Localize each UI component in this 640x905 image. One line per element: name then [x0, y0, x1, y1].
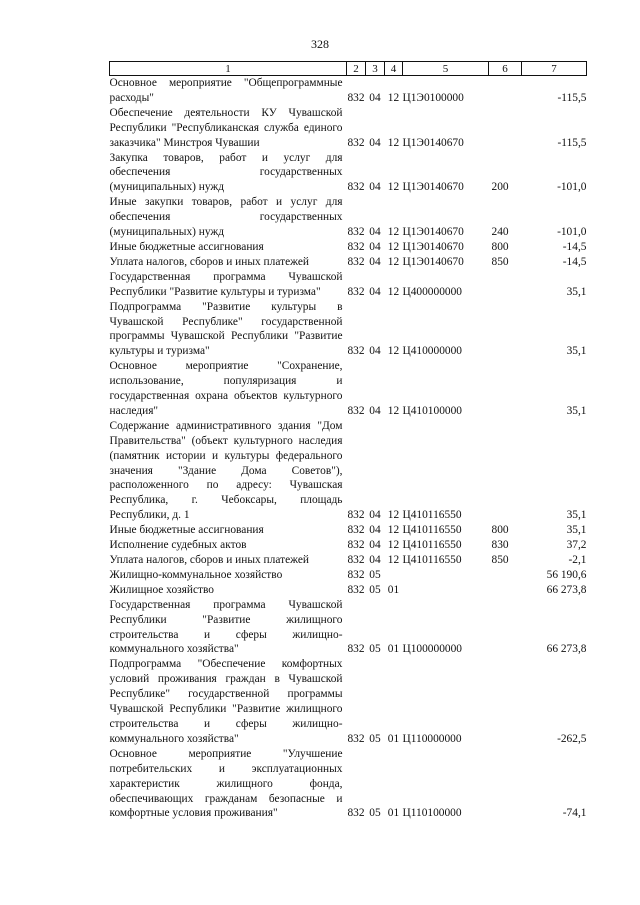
- row-name-cell: Исполнение судебных актов: [109, 539, 247, 552]
- rz-cell: 05: [369, 643, 381, 656]
- gr-cell: 832: [347, 539, 365, 552]
- row-name-cell: Жилищное хозяйство: [109, 583, 215, 596]
- rz-cell: 04: [369, 255, 381, 268]
- vr-cell: 850: [491, 255, 509, 268]
- pr-cell: 12: [387, 404, 400, 417]
- pr-cell: 12: [387, 345, 400, 358]
- vr-cell: [489, 657, 522, 746]
- rz-cell: 04: [369, 524, 381, 537]
- amount-cell: -101,0: [557, 181, 587, 194]
- budget-table: [109, 61, 587, 821]
- vr-cell: [489, 270, 522, 300]
- row-name-cell: Уплата налогов, сборов и иных платежей: [109, 554, 309, 566]
- gr-cell: 832: [347, 285, 365, 298]
- header-cell: 3: [366, 62, 385, 76]
- csr-cell: Ц1Э0100000: [402, 91, 464, 104]
- row-name-cell: Государственная программа Чувашской Республики "Развитие жилищного строительства и сферы жилищно-коммунального хозяйства": [109, 598, 343, 656]
- vr-cell: [489, 359, 522, 419]
- row-name-cell: Подпрограмма "Обеспечение комфортных условий проживания граждан в Чувашской Республике" государственной программы Чувашской Республики "Развитие жилищного строительства и сферы жилищно-коммунального хозяйства": [109, 658, 343, 745]
- amount-cell: 35,1: [566, 345, 587, 358]
- csr-cell: Ц410000000: [402, 345, 462, 358]
- table-row: [110, 270, 587, 300]
- pr-cell: 12: [387, 509, 400, 522]
- amount-cell: 37,2: [566, 539, 587, 552]
- rz-cell: 05: [369, 583, 381, 596]
- pr-cell: 12: [387, 539, 400, 552]
- row-name-cell: Обеспечение деятельности КУ Чувашской Республики "Республиканская служба единого заказчика" Минстроя Чувашии: [109, 106, 343, 149]
- rz-cell: 04: [369, 136, 381, 149]
- table-row: [110, 747, 587, 822]
- rz-cell: 04: [369, 181, 381, 194]
- amount-cell: -115,5: [557, 91, 587, 104]
- pr-cell: 12: [387, 285, 400, 298]
- csr-cell: Ц100000000: [402, 643, 462, 656]
- vr-cell: 800: [491, 240, 509, 253]
- rz-cell: 04: [369, 404, 381, 417]
- row-name-cell: Подпрограмма "Развитие культуры в Чувашской Республике" государственной программы Чувашской Республики "Развитие культуры и туризма": [109, 300, 343, 358]
- csr-cell: [403, 568, 489, 583]
- gr-cell: 832: [347, 509, 365, 522]
- rz-cell: 05: [369, 807, 381, 820]
- table-row: [110, 195, 587, 240]
- header-cell: 5: [403, 62, 489, 76]
- amount-cell: -115,5: [557, 136, 587, 149]
- amount-cell: -14,5: [562, 255, 587, 268]
- pr-cell: 12: [387, 240, 400, 253]
- header-cell: 2: [347, 62, 366, 76]
- csr-cell: Ц1Э0140670: [402, 136, 464, 149]
- table-row: [110, 553, 587, 568]
- vr-cell: [489, 598, 522, 658]
- csr-cell: Ц1Э0140670: [402, 240, 464, 253]
- table-row: [110, 300, 587, 360]
- rz-cell: 04: [369, 226, 381, 239]
- vr-cell: 800: [491, 524, 509, 537]
- pr-cell: 12: [387, 554, 400, 566]
- rz-cell: 04: [369, 240, 381, 253]
- csr-cell: Ц400000000: [402, 285, 462, 298]
- table-row: [110, 255, 587, 270]
- header-cell: 6: [489, 62, 522, 76]
- amount-cell: -262,5: [557, 732, 587, 745]
- table-row: [110, 538, 587, 553]
- pr-cell: 01: [387, 807, 400, 820]
- rz-cell: 04: [369, 509, 381, 522]
- gr-cell: 832: [347, 404, 365, 417]
- gr-cell: 832: [347, 807, 365, 820]
- row-name-cell: Основное мероприятие "Улучшение потребительских и эксплуатационных характеристик жилищного фонда, обеспечивающих гражданам безопасные и комфортные условия проживания": [109, 747, 343, 820]
- pr-cell: [385, 568, 403, 583]
- gr-cell: 832: [347, 554, 365, 566]
- row-name-cell: Основное мероприятие "Общепрограммные расходы": [109, 77, 343, 104]
- header-cell: 7: [522, 62, 587, 76]
- row-name-cell: Основное мероприятие "Сохранение, использование, популяризация и государственная охрана объектов культурного наследия": [109, 360, 343, 417]
- table-body: [110, 76, 587, 822]
- table-row: [110, 106, 587, 151]
- pr-cell: 12: [387, 226, 400, 239]
- vr-cell: 830: [491, 539, 509, 552]
- row-name-cell: Иные бюджетные ассигнования: [109, 240, 264, 253]
- pr-cell: 01: [387, 732, 400, 745]
- table-row: [110, 76, 587, 106]
- table-header: [110, 62, 587, 76]
- amount-cell: -101,0: [557, 226, 587, 239]
- rz-cell: 05: [369, 732, 381, 745]
- rz-cell: 04: [369, 91, 381, 104]
- csr-cell: Ц410116550: [402, 509, 462, 522]
- vr-cell: [489, 300, 522, 360]
- amount-cell: 35,1: [566, 285, 587, 298]
- amount-cell: 56 190,6: [546, 568, 587, 581]
- rz-cell: 04: [369, 285, 381, 298]
- vr-cell: 200: [491, 181, 509, 194]
- rz-cell: 04: [369, 345, 381, 358]
- amount-cell: -74,1: [562, 807, 587, 820]
- gr-cell: 832: [347, 345, 365, 358]
- gr-cell: 832: [347, 240, 365, 253]
- vr-cell: [489, 583, 522, 598]
- gr-cell: 832: [347, 524, 365, 537]
- pr-cell: 01: [387, 583, 400, 596]
- pr-cell: 12: [387, 255, 400, 268]
- row-name-cell: Закупка товаров, работ и услуг для обеспечения государственных (муниципальных) нужд: [109, 151, 343, 194]
- row-name-cell: Содержание административного здания "Дом Правительства" (объект культурного наследия (памятник истории и культуры федерального значения "Здание Дома Советов"), расположенного по адресу: Чувашская Республика, г. Чебоксары, площадь Республики, д. 1: [109, 419, 343, 522]
- amount-cell: 35,1: [566, 509, 587, 522]
- gr-cell: 832: [347, 583, 365, 596]
- row-name-cell: Уплата налогов, сборов и иных платежей: [109, 255, 309, 268]
- csr-cell: [403, 583, 489, 598]
- pr-cell: 12: [387, 524, 400, 537]
- pr-cell: 01: [387, 643, 400, 656]
- header-row: [110, 62, 587, 76]
- page-number: 328: [311, 37, 329, 51]
- pr-cell: 12: [387, 91, 400, 104]
- table-row: [110, 240, 587, 255]
- row-name-cell: Иные бюджетные ассигнования: [109, 524, 264, 537]
- table-row: [110, 523, 587, 538]
- gr-cell: 832: [347, 136, 365, 149]
- table-row: [110, 657, 587, 746]
- pr-cell: 12: [387, 136, 400, 149]
- table-row: [110, 598, 587, 658]
- vr-cell: 850: [491, 554, 509, 566]
- amount-cell: -2,1: [568, 554, 587, 566]
- row-name-cell: Государственная программа Чувашской Республики "Развитие культуры и туризма": [109, 270, 343, 298]
- csr-cell: Ц1Э0140670: [402, 181, 464, 194]
- table-row: [110, 419, 587, 523]
- gr-cell: 832: [347, 732, 365, 745]
- vr-cell: [489, 419, 522, 523]
- table-row: [110, 583, 587, 598]
- gr-cell: 832: [347, 255, 365, 268]
- header-cell: 1: [110, 62, 347, 76]
- table-row: [110, 568, 587, 583]
- amount-cell: 35,1: [566, 404, 587, 417]
- csr-cell: Ц410100000: [402, 404, 462, 417]
- table-row: [110, 151, 587, 196]
- amount-cell: -14,5: [562, 240, 587, 253]
- csr-cell: Ц1Э0140670: [402, 226, 464, 239]
- csr-cell: Ц410116550: [402, 539, 462, 552]
- csr-cell: Ц110000000: [402, 732, 462, 745]
- vr-cell: [489, 106, 522, 151]
- header-cell: 4: [385, 62, 403, 76]
- vr-cell: [489, 568, 522, 583]
- rz-cell: 04: [369, 554, 381, 566]
- gr-cell: 832: [347, 643, 365, 656]
- amount-cell: 35,1: [566, 524, 587, 537]
- gr-cell: 832: [347, 568, 365, 581]
- vr-cell: [489, 747, 522, 822]
- pr-cell: 12: [387, 181, 400, 194]
- amount-cell: 66 273,8: [546, 583, 587, 596]
- csr-cell: Ц410116550: [402, 524, 462, 537]
- amount-cell: 66 273,8: [546, 643, 587, 656]
- csr-cell: Ц410116550: [402, 554, 462, 566]
- row-name-cell: Жилищно-коммунальное хозяйство: [109, 568, 283, 581]
- vr-cell: [489, 76, 522, 106]
- gr-cell: 832: [347, 226, 365, 239]
- row-name-cell: Иные закупки товаров, работ и услуг для обеспечения государственных (муниципальных) нужд: [109, 196, 343, 239]
- gr-cell: 832: [347, 91, 365, 104]
- gr-cell: 832: [347, 181, 365, 194]
- csr-cell: Ц1Э0140670: [402, 255, 464, 268]
- rz-cell: 04: [369, 539, 381, 552]
- rz-cell: 05: [369, 568, 381, 581]
- vr-cell: 240: [491, 226, 509, 239]
- csr-cell: Ц110100000: [402, 807, 462, 820]
- table-row: [110, 359, 587, 419]
